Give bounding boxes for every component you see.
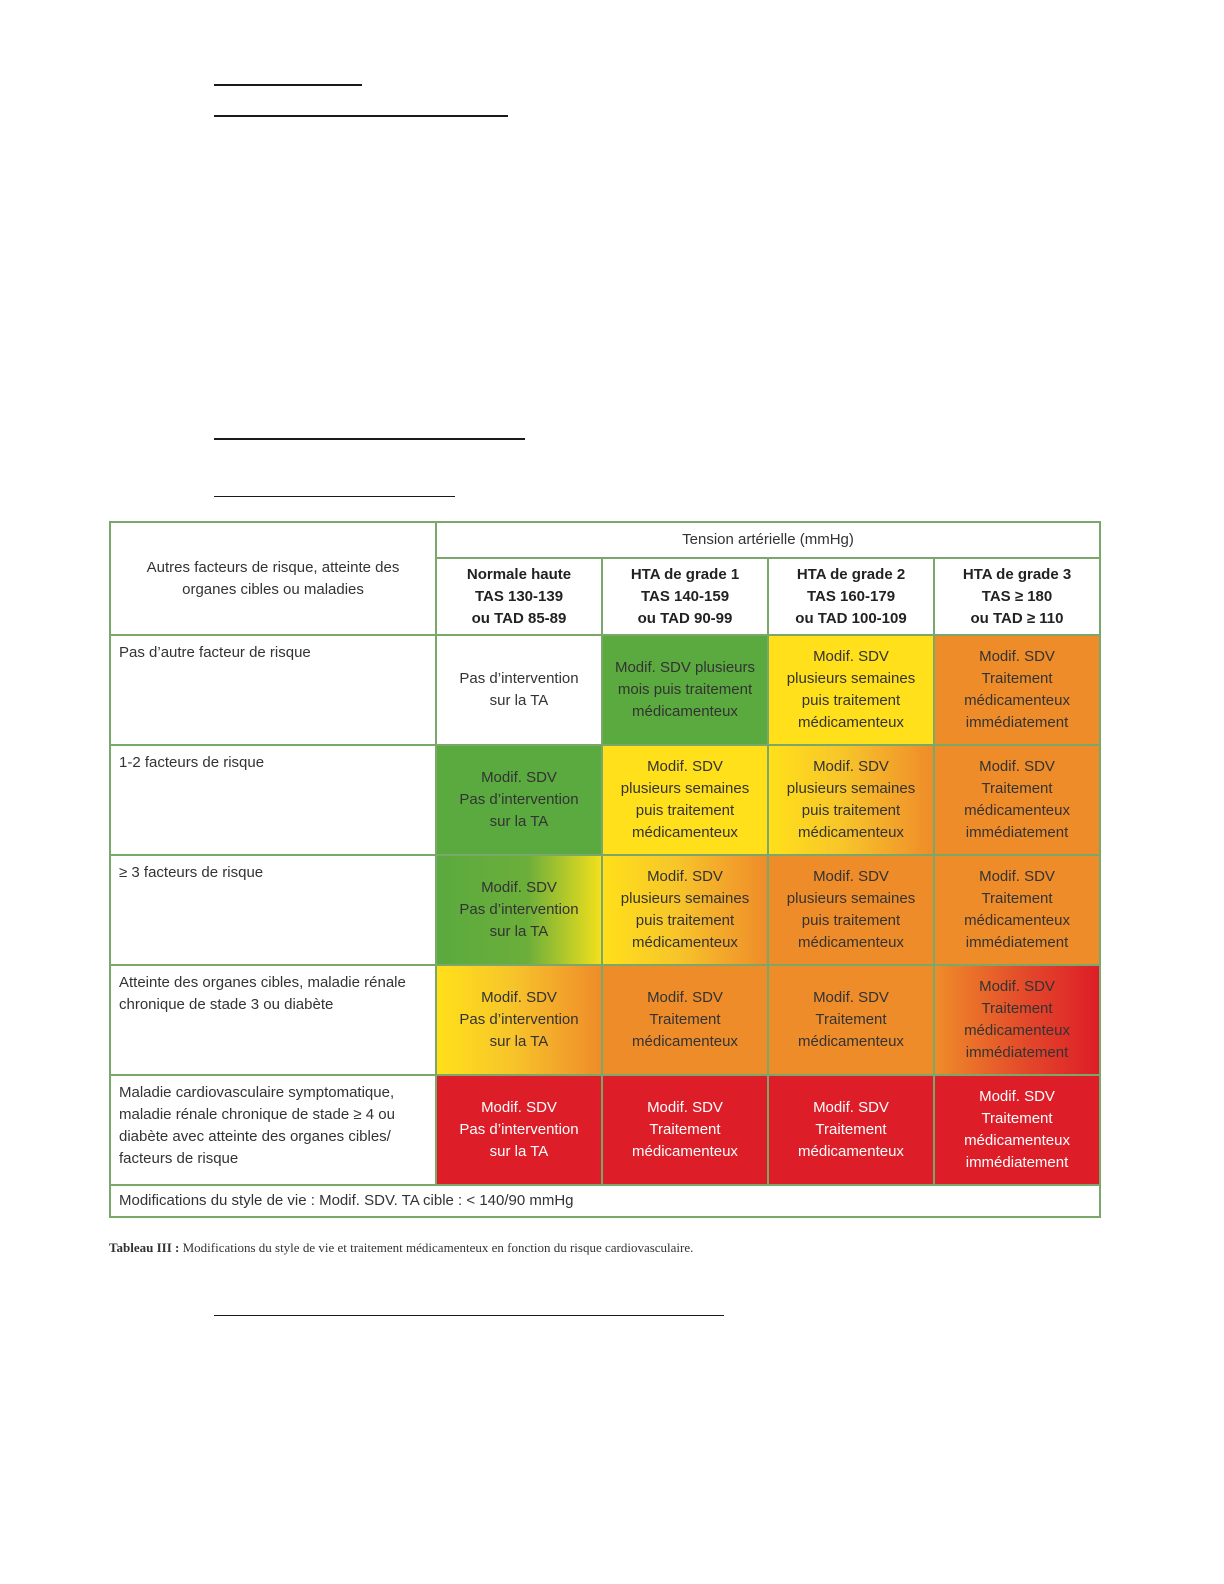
heading-underline [214,84,362,86]
recommendation-line: plusieurs semaines [786,780,916,797]
recommendation-line: Modif. SDV [813,989,889,1006]
recommendation-cell [768,855,934,965]
bp-column-header [436,558,602,635]
recommendation-cell [768,1075,934,1185]
recommendation-line: immédiatement [965,824,1069,841]
recommendation-line: médicamenteux [798,1033,904,1050]
corner-header: Autres facteurs de risque, atteinte des organes cibles ou maladies [110,522,436,635]
risk-category-label: Pas d’autre facteur de risque [110,635,436,745]
recommendation-line: Modif. SDV [481,989,557,1006]
bp-column-header-line: TAS 140-159 [640,587,730,605]
recommendation-line: Traitement [649,1011,721,1028]
bp-column-header-line: Normale haute [466,565,572,583]
bp-column-header-line: ou TAD 85-89 [471,609,567,627]
table-row [110,1075,1100,1185]
recommendation-cell [934,855,1100,965]
recommendation-line: Modif. SDV plusieurs [614,659,756,676]
recommendation-line: Pas d’intervention [459,901,579,918]
recommendation-cell [768,965,934,1075]
recommendation-line: Pas d’intervention [459,1121,579,1138]
recommendation-cell [436,1075,602,1185]
heading-underline [214,115,508,117]
recommendation-line: mois puis traitement [617,681,753,698]
recommendation-line: médicamenteux [632,934,738,951]
table-caption [109,1240,693,1256]
recommendation-line: médicamenteux [964,1132,1070,1149]
recommendation-line: Modif. SDV [813,1099,889,1116]
recommendation-line: Traitement [981,1000,1053,1017]
bp-column-header-line: HTA de grade 1 [630,565,740,583]
bp-column-header-line: ou TAD 90-99 [637,609,733,627]
recommendation-line: sur la TA [489,923,549,940]
recommendation-line: Traitement [981,670,1053,687]
recommendation-line: Modif. SDV [647,1099,723,1116]
recommendation-line: puis traitement [801,912,901,929]
recommendation-line: Modif. SDV [813,648,889,665]
recommendation-line: Modif. SDV [813,868,889,885]
risk-treatment-table [109,521,1101,1218]
recommendation-line: plusieurs semaines [620,780,750,797]
recommendation-line: médicamenteux [798,1143,904,1160]
recommendation-line: Pas d’intervention [459,670,579,687]
recommendation-line: Modif. SDV [647,868,723,885]
recommendation-line: plusieurs semaines [786,670,916,687]
heading-underline [214,496,455,497]
recommendation-line: sur la TA [489,1143,549,1160]
recommendation-line: Modif. SDV [979,648,1055,665]
recommendation-line: Modif. SDV [813,758,889,775]
recommendation-line: médicamenteux [632,703,738,720]
risk-category-label: Atteinte des organes cibles, maladie rénale chronique de stade 3 ou diabète [110,965,436,1075]
recommendation-cell [602,635,768,745]
bp-column-header [934,558,1100,635]
recommendation-line: médicamenteux [798,824,904,841]
recommendation-line: Modif. SDV [481,1099,557,1116]
bp-column-header-line: HTA de grade 3 [962,565,1072,583]
recommendation-line: puis traitement [635,912,735,929]
bp-column-header-line: ou TAD 100-109 [795,609,907,627]
heading-underline [214,1315,724,1316]
recommendation-cell [436,965,602,1075]
recommendation-line: Traitement [649,1121,721,1138]
bp-column-header-line: TAS ≥ 180 [981,587,1053,605]
caption-text: Modifications du style de vie et traitement médicamenteux en fonction du risque cardiovasculaire. [179,1240,694,1255]
recommendation-cell [768,745,934,855]
recommendation-cell [602,745,768,855]
heading-underline [214,438,525,440]
recommendation-line: immédiatement [965,934,1069,951]
table-row [110,745,1100,855]
recommendation-cell [436,855,602,965]
recommendation-line: Modif. SDV [979,868,1055,885]
recommendation-line: Traitement [815,1121,887,1138]
recommendation-line: immédiatement [965,1044,1069,1061]
recommendation-line: Traitement [981,1110,1053,1127]
recommendation-line: plusieurs semaines [786,890,916,907]
recommendation-line: sur la TA [489,813,549,830]
recommendation-line: Modif. SDV [481,879,557,896]
recommendation-line: médicamenteux [798,714,904,731]
recommendation-line: médicamenteux [964,912,1070,929]
recommendation-line: Modif. SDV [647,989,723,1006]
blood-pressure-title: Tension artérielle (mmHg) [436,522,1100,558]
recommendation-line: Modif. SDV [481,769,557,786]
recommendation-line: puis traitement [635,802,735,819]
table-row [110,965,1100,1075]
recommendation-cell [934,635,1100,745]
recommendation-cell [934,1075,1100,1185]
recommendation-cell [768,635,934,745]
recommendation-line: immédiatement [965,1154,1069,1171]
recommendation-line: Modif. SDV [647,758,723,775]
recommendation-line: médicamenteux [632,824,738,841]
recommendation-cell [436,635,602,745]
recommendation-line: Pas d’intervention [459,791,579,808]
bp-column-header-line: TAS 130-139 [474,587,564,605]
recommendation-line: Modif. SDV [979,1088,1055,1105]
recommendation-line: immédiatement [965,714,1069,731]
bp-column-header-line: ou TAD ≥ 110 [970,609,1064,627]
bp-column-header-line: TAS 160-179 [806,587,896,605]
bp-column-header [602,558,768,635]
recommendation-line: médicamenteux [632,1033,738,1050]
recommendation-line: Pas d’intervention [459,1011,579,1028]
table-row [110,855,1100,965]
recommendation-line: médicamenteux [964,802,1070,819]
recommendation-line: Modif. SDV [979,758,1055,775]
recommendation-line: Traitement [981,890,1053,907]
recommendation-cell [934,965,1100,1075]
recommendation-line: Traitement [981,780,1053,797]
recommendation-line: Modif. SDV [979,978,1055,995]
recommendation-line: médicamenteux [632,1143,738,1160]
recommendation-line: plusieurs semaines [620,890,750,907]
table-row [110,635,1100,745]
recommendation-line: sur la TA [489,1033,549,1050]
recommendation-cell [602,855,768,965]
bp-column-header-line: HTA de grade 2 [796,565,906,583]
recommendation-line: sur la TA [489,692,549,709]
risk-category-label: 1-2 facteurs de risque [110,745,436,855]
recommendation-cell [602,1075,768,1185]
risk-category-label: Maladie cardiovasculaire symptomatique, maladie rénale chronique de stade ≥ 4 ou diabète avec atteinte des organes cibles/ facteurs de risque [110,1075,436,1185]
recommendation-line: puis traitement [801,802,901,819]
caption-label: Tableau III : [109,1240,180,1255]
recommendation-line: Traitement [815,1011,887,1028]
recommendation-cell [934,745,1100,855]
recommendation-line: puis traitement [801,692,901,709]
recommendation-cell [602,965,768,1075]
recommendation-line: médicamenteux [964,692,1070,709]
recommendation-cell [436,745,602,855]
table-footer-note: Modifications du style de vie : Modif. SDV. TA cible : < 140/90 mmHg [110,1185,1100,1217]
risk-category-label: ≥ 3 facteurs de risque [110,855,436,965]
recommendation-line: médicamenteux [964,1022,1070,1039]
bp-column-header [768,558,934,635]
recommendation-line: médicamenteux [798,934,904,951]
